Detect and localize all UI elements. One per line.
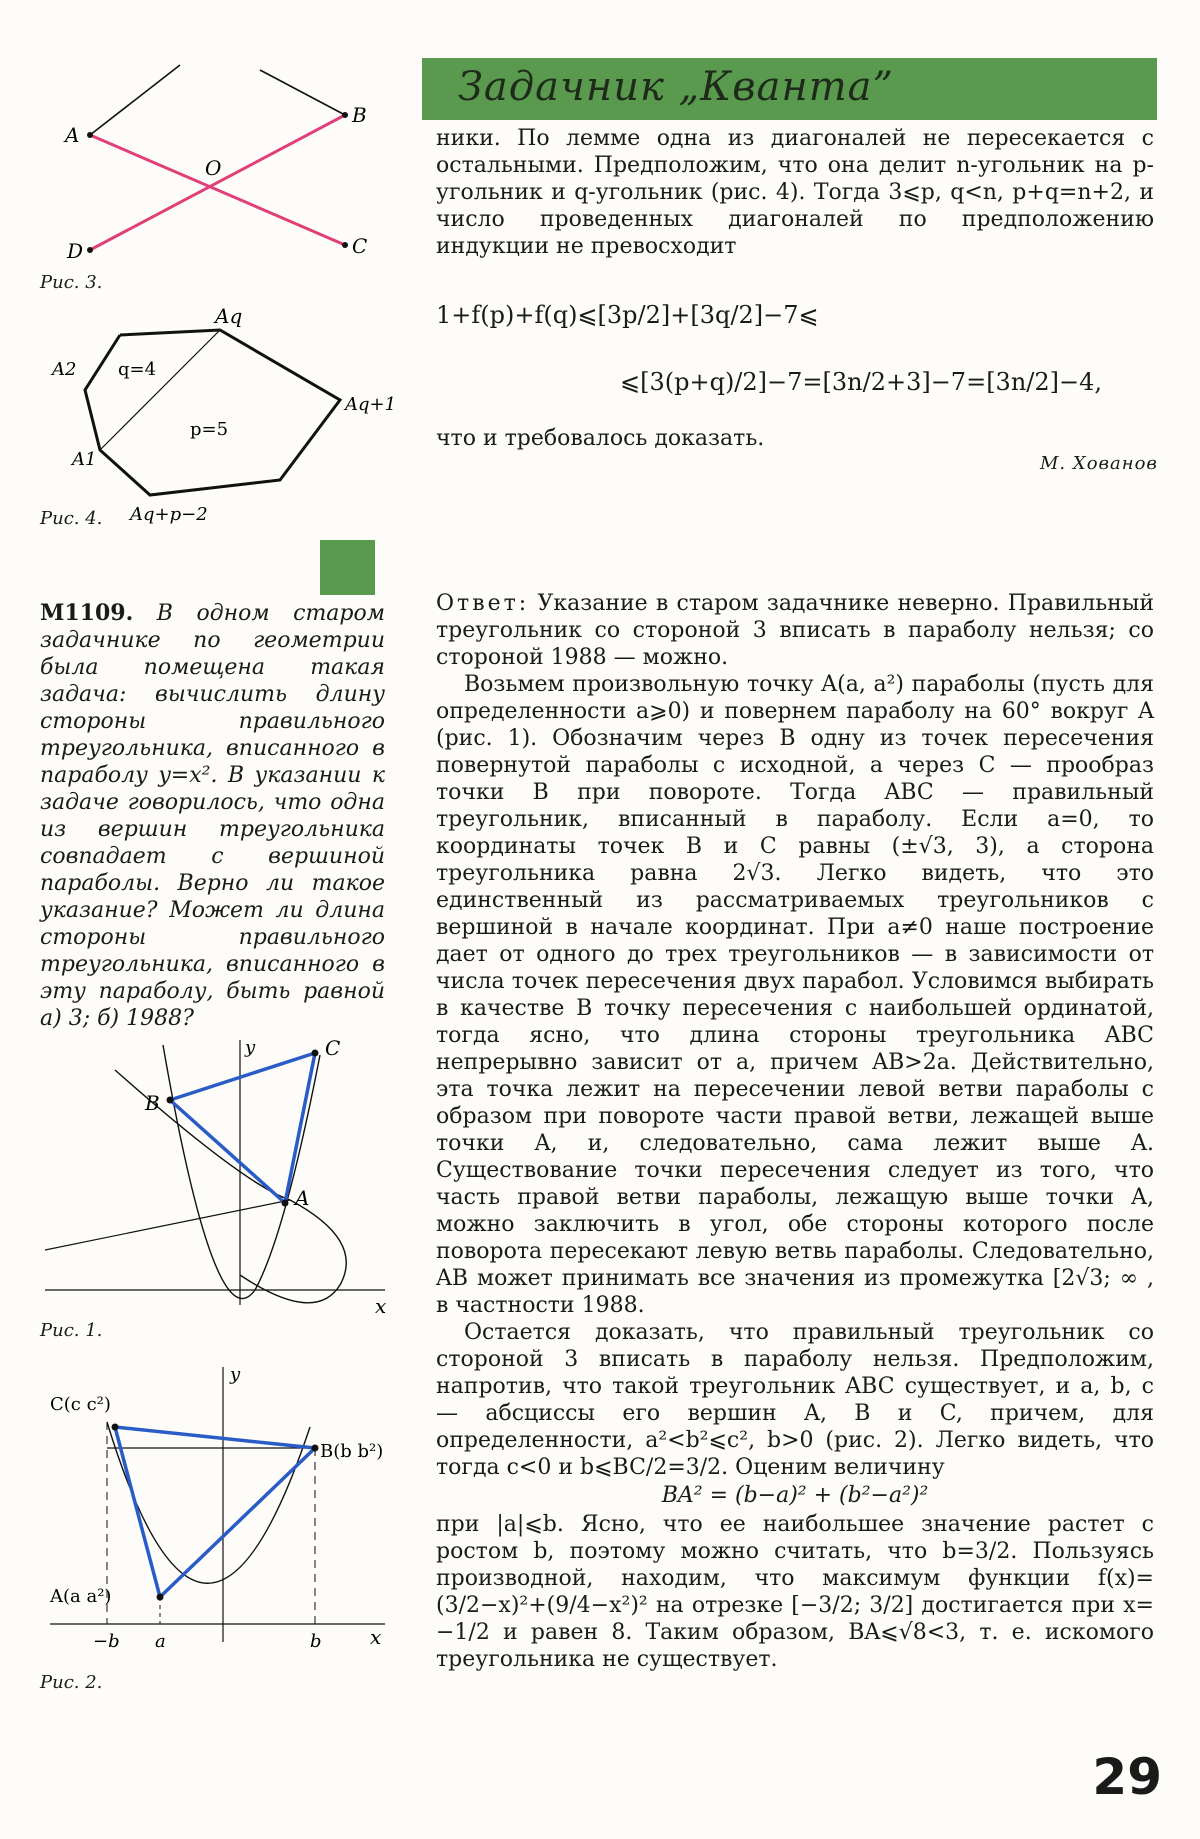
fig2-label-b: B(b b²) — [320, 1441, 384, 1462]
fig2-tick-b: b — [310, 1631, 322, 1652]
formula-2: ⩽[3(p+q)/2]−7=[3n/2+3]−7=[3n/2]−4, — [620, 368, 1103, 396]
page-number: 29 — [1092, 1748, 1162, 1806]
fig1-caption: Рис. 1. — [40, 1320, 103, 1341]
fig3-label-a: A — [65, 123, 80, 147]
header-title: Задачник „Кванта” — [458, 64, 894, 110]
fig4-label-aq1: Aq+1 — [345, 394, 397, 415]
fig2-label-y: y — [230, 1364, 241, 1385]
fig1-label-x: x — [375, 1294, 387, 1318]
formula-3: BA² = (b−a)² + (b²−a²)² — [661, 1483, 929, 1508]
fig2-caption: Рис. 2. — [40, 1672, 103, 1693]
solution-paragraph-3: при |a|⩽b. Ясно, что ее наибольшее значение растет с ростом b, поэтому можно считать, что b=3/2. Пользуясь производной, находим, что максимум функции f(x)=(3/2−x)²+(9/4−x²)² на отрезке [−3/2; 3/2] достигается при x= −1/2 и равен 8. Таким образом, BA⩽√8<3, т. е. искомого треугольника не существует. — [436, 1512, 1154, 1672]
solution-paragraph-1: Возьмем произвольную точку A(a, a²) параболы (пусть для определенности a⩾0) и повернем параболу на 60° вокруг A (рис. 1). Обозначим через B одну из точек пересечения повернутой параболы с исходной, а через C — прообраз точки B при повороте. Тогда ABC — правильный треугольник, вписанный в параболу. Если a=0, то координаты точек B и C равны (±√3, 3), а сторона треугольника равна 2√3. Легко видеть, что это единственный из рассматриваемых треугольников с вершиной в начале координат. При a≠0 наше построение дает от одного до трех треугольников — в зависимости от числа точек пересечения двух парабол. Условимся выбирать в качестве B точку пересечения с наибольшей ординатой, тогда ясно, что длина стороны треугольника ABC непрерывно зависит от a, причем AB>2a. Действительно, эта точка лежит на пересечении левой ветви параболы с образом при повороте части правой ветви, лежащей выше точки A, и, следовательно, сама лежит выше A. Существование точки пересечения следует из того, что часть правой ветви параболы, лежащую выше точки A, можно заключить в угол, обе стороны которого после поворота пересекают левую ветвь параболы. Следовательно, AB может принимать все значения из промежутка [2√3; ∞ , в частности 1988. — [436, 672, 1154, 1318]
intro-paragraph: ники. По лемме одна из диагоналей не пересекается с остальными. Предположим, что она делит n-угольник на p-угольник и q-угольник (рис. 4). Тогда 3⩽p, q<n, p+q=n+2, и число проведенных диагоналей по предположению индукции не превосходит — [436, 126, 1154, 259]
author-signature: М. Хованов — [1040, 453, 1158, 474]
fig1-label-c: C — [325, 1036, 341, 1060]
figure-1 — [45, 1035, 395, 1325]
fig2-label-a: A(a a²) — [50, 1586, 112, 1607]
header-banner — [422, 58, 1157, 120]
fig2-label-x: x — [370, 1625, 382, 1649]
fig1-label-b: B — [145, 1091, 160, 1115]
problem-number: М1109. — [40, 600, 134, 626]
fig4-label-a2: A2 — [52, 359, 77, 380]
solution-paragraph-2: Остается доказать, что правильный треугольник со стороной 3 вписать в параболу нельзя. Предположим, напротив, что такой треугольник ABC существует, и a, b, c — абсциссы его вершин A, B и C, причем, для определенности, a²<b²⩽c², b>0 (рис. 2). Легко видеть, что тогда c<0 и b⩽BC/2=3/2. Оценим величину — [436, 1320, 1154, 1480]
fig4-label-a1: A1 — [72, 449, 97, 470]
fig3-label-c: C — [352, 234, 368, 258]
fig4-label-aq: Aq — [215, 304, 243, 328]
conclusion-text: что и требовалось доказать. — [436, 426, 765, 451]
figure-4 — [40, 295, 420, 535]
fig1-label-y: y — [245, 1037, 256, 1058]
figure-3 — [55, 60, 385, 290]
fig3-label-o: O — [205, 156, 222, 180]
fig2-tick-minus-b: −b — [93, 1631, 120, 1652]
fig4-label-p: p=5 — [190, 419, 229, 440]
problem-statement — [40, 600, 385, 1032]
fig1-label-a: A — [295, 1186, 310, 1210]
formula-1: 1+f(p)+f(q)⩽[3p/2]+[3q/2]−7⩽ — [436, 301, 819, 329]
fig2-tick-a: a — [155, 1631, 166, 1652]
green-square-marker — [320, 540, 375, 595]
fig4-label-aqp: Aq+p−2 — [130, 504, 208, 525]
fig4-label-q: q=4 — [118, 359, 157, 380]
fig3-label-b: B — [352, 103, 367, 127]
figure-2 — [45, 1362, 410, 1662]
answer-label: Ответ: — [436, 591, 530, 616]
problem-text: В одном старом задачнике по геометрии была помещена такая задача: вычислить длину стороны правильного треугольника, вписанного в параболу y=x². В указании к задаче говорилось, что одна из вершин треугольника совпадает с вершиной параболы. Верно ли такое указание? Может ли длина стороны правильного треугольника, вписанного в эту параболу, быть равной а) 3; б) 1988? — [40, 601, 385, 1031]
fig3-label-d: D — [67, 239, 84, 263]
answer-text: Указание в старом задачнике неверно. Правильный треугольник со стороной 3 вписать в параболу нельзя; со стороной 1988 — можно. — [436, 591, 1155, 670]
answer-paragraph — [436, 590, 1154, 671]
fig4-caption: Рис. 4. — [40, 508, 103, 529]
fig3-caption: Рис. 3. — [40, 272, 103, 293]
fig2-label-c: C(c c²) — [50, 1394, 111, 1415]
solution-column — [436, 590, 1154, 1673]
